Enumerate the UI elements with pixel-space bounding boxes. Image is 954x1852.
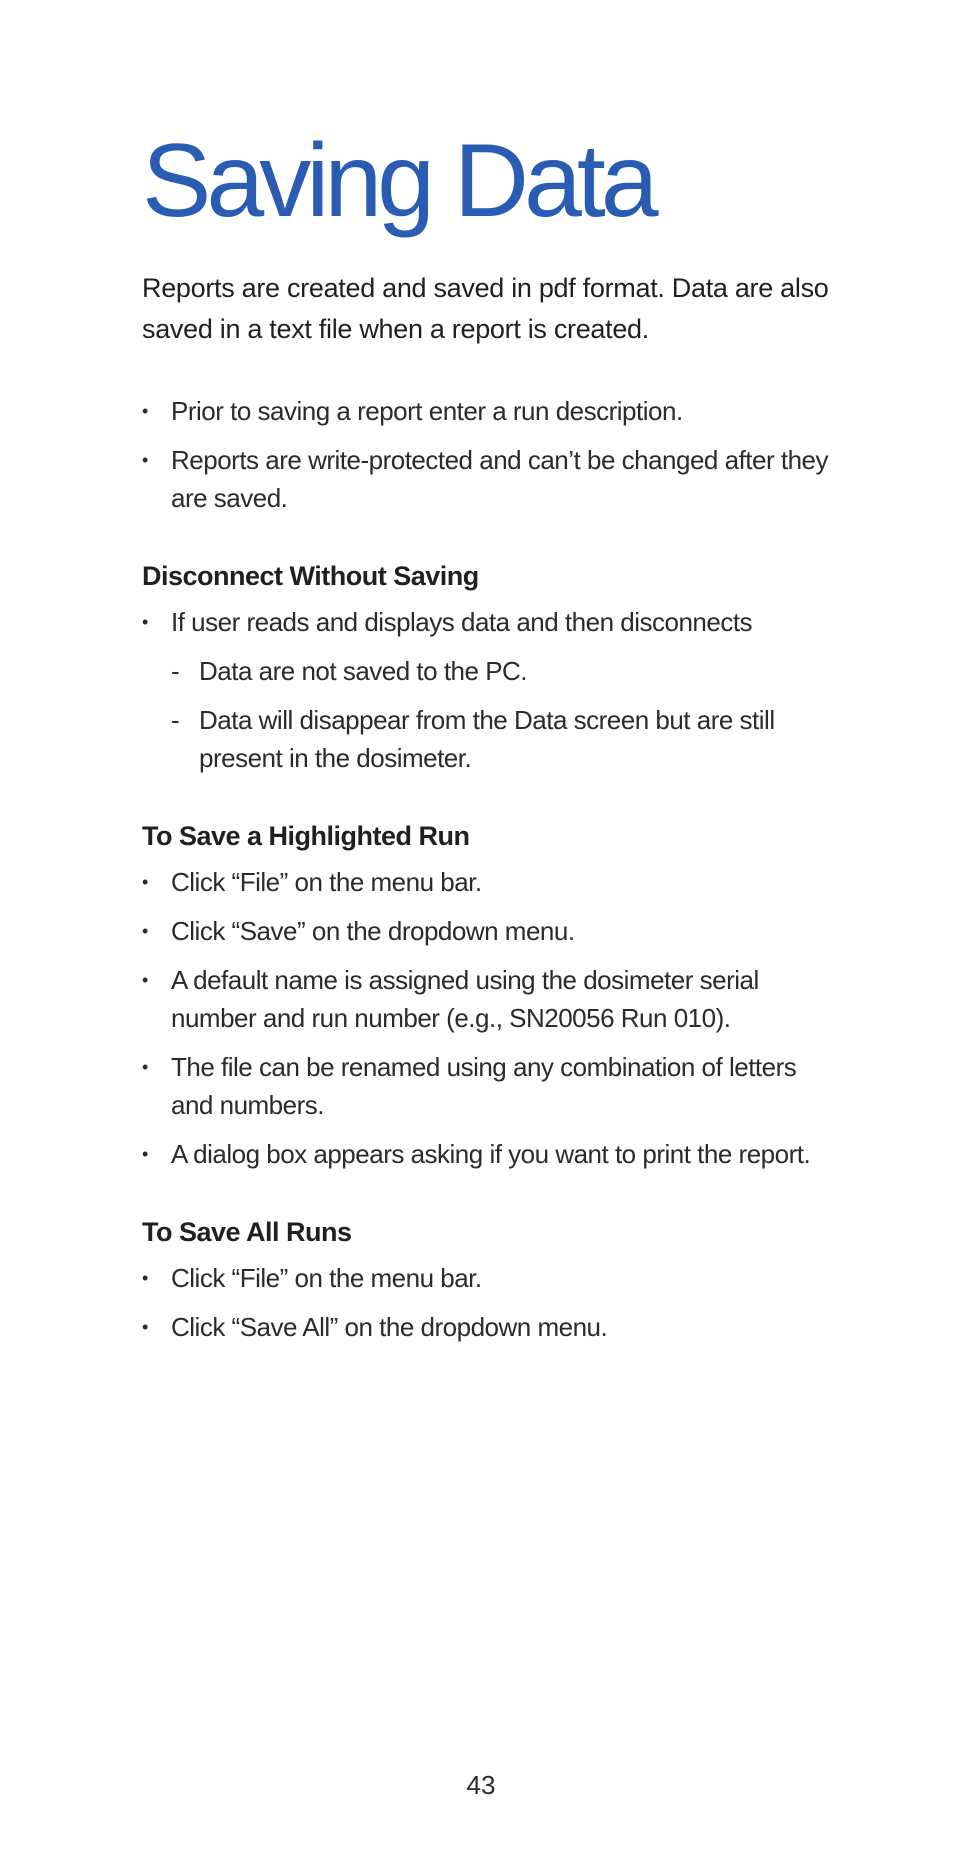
- list-item-text: Click “File” on the menu bar.: [171, 1263, 482, 1293]
- list-item: [142, 912, 842, 950]
- list-item-text: Click “Save All” on the dropdown menu.: [171, 1312, 608, 1342]
- bullet-glyph: •: [142, 1317, 148, 1337]
- bullet-glyph: •: [142, 921, 148, 941]
- intro-bullet-list: [142, 392, 842, 517]
- list-item-text: Click “File” on the menu bar.: [171, 867, 482, 897]
- dash-glyph: -: [171, 656, 180, 686]
- list-item: [142, 1135, 842, 1173]
- dash-glyph: -: [171, 705, 180, 735]
- page-number: 43: [466, 1770, 496, 1800]
- document-page: [142, 118, 842, 1357]
- list-item-text: The file can be renamed using any combination of letters and numbers.: [171, 1052, 797, 1120]
- intro-paragraph: Reports are created and saved in pdf format. Data are also saved in a text file when a report is created.: [142, 273, 829, 344]
- list-item-text: Prior to saving a report enter a run description.: [171, 396, 683, 426]
- bullet-glyph: •: [142, 872, 148, 892]
- bullet-glyph: •: [142, 1057, 148, 1077]
- sub-list-item-text: Data are not saved to the PC.: [199, 656, 528, 686]
- list-item: [142, 603, 842, 641]
- page-title: Saving Data: [142, 123, 654, 239]
- list-item-text: If user reads and displays data and then disconnects: [171, 607, 753, 637]
- sub-list-item-text: Data will disappear from the Data screen but are still present in the dosimeter.: [199, 705, 775, 773]
- list-item: [142, 1259, 842, 1297]
- sub-list-item: [142, 652, 842, 690]
- list-item: [142, 1048, 842, 1124]
- list-item-text: A default name is assigned using the dosimeter serial number and run number (e.g., SN20056 Run 010).: [171, 965, 759, 1033]
- bullet-glyph: •: [142, 612, 148, 632]
- bullet-glyph: •: [142, 970, 148, 990]
- bullet-glyph: •: [142, 401, 148, 421]
- bullet-glyph: •: [142, 1144, 148, 1164]
- section-heading: To Save a Highlighted Run: [142, 821, 470, 851]
- section-save-highlighted-run: [142, 817, 842, 1173]
- section-bullet-list: [142, 863, 842, 1173]
- section-heading: Disconnect Without Saving: [142, 561, 479, 591]
- list-item: [142, 1308, 842, 1346]
- list-item: [142, 392, 842, 430]
- section-heading: To Save All Runs: [142, 1217, 352, 1247]
- section-sub-list: [142, 652, 842, 777]
- list-item: [142, 441, 842, 517]
- section-disconnect-without-saving: [142, 557, 842, 777]
- list-item-text: Reports are write-protected and can’t be changed after they are saved.: [171, 445, 829, 513]
- section-bullet-list: [142, 1259, 842, 1346]
- list-item: [142, 863, 842, 901]
- list-item-text: A dialog box appears asking if you want to print the report.: [171, 1139, 811, 1169]
- bullet-glyph: •: [142, 450, 148, 470]
- section-bullet-list: [142, 603, 842, 641]
- bullet-glyph: •: [142, 1268, 148, 1288]
- section-save-all-runs: [142, 1213, 842, 1346]
- list-item-text: Click “Save” on the dropdown menu.: [171, 916, 575, 946]
- sub-list-item: [142, 701, 842, 777]
- list-item: [142, 961, 842, 1037]
